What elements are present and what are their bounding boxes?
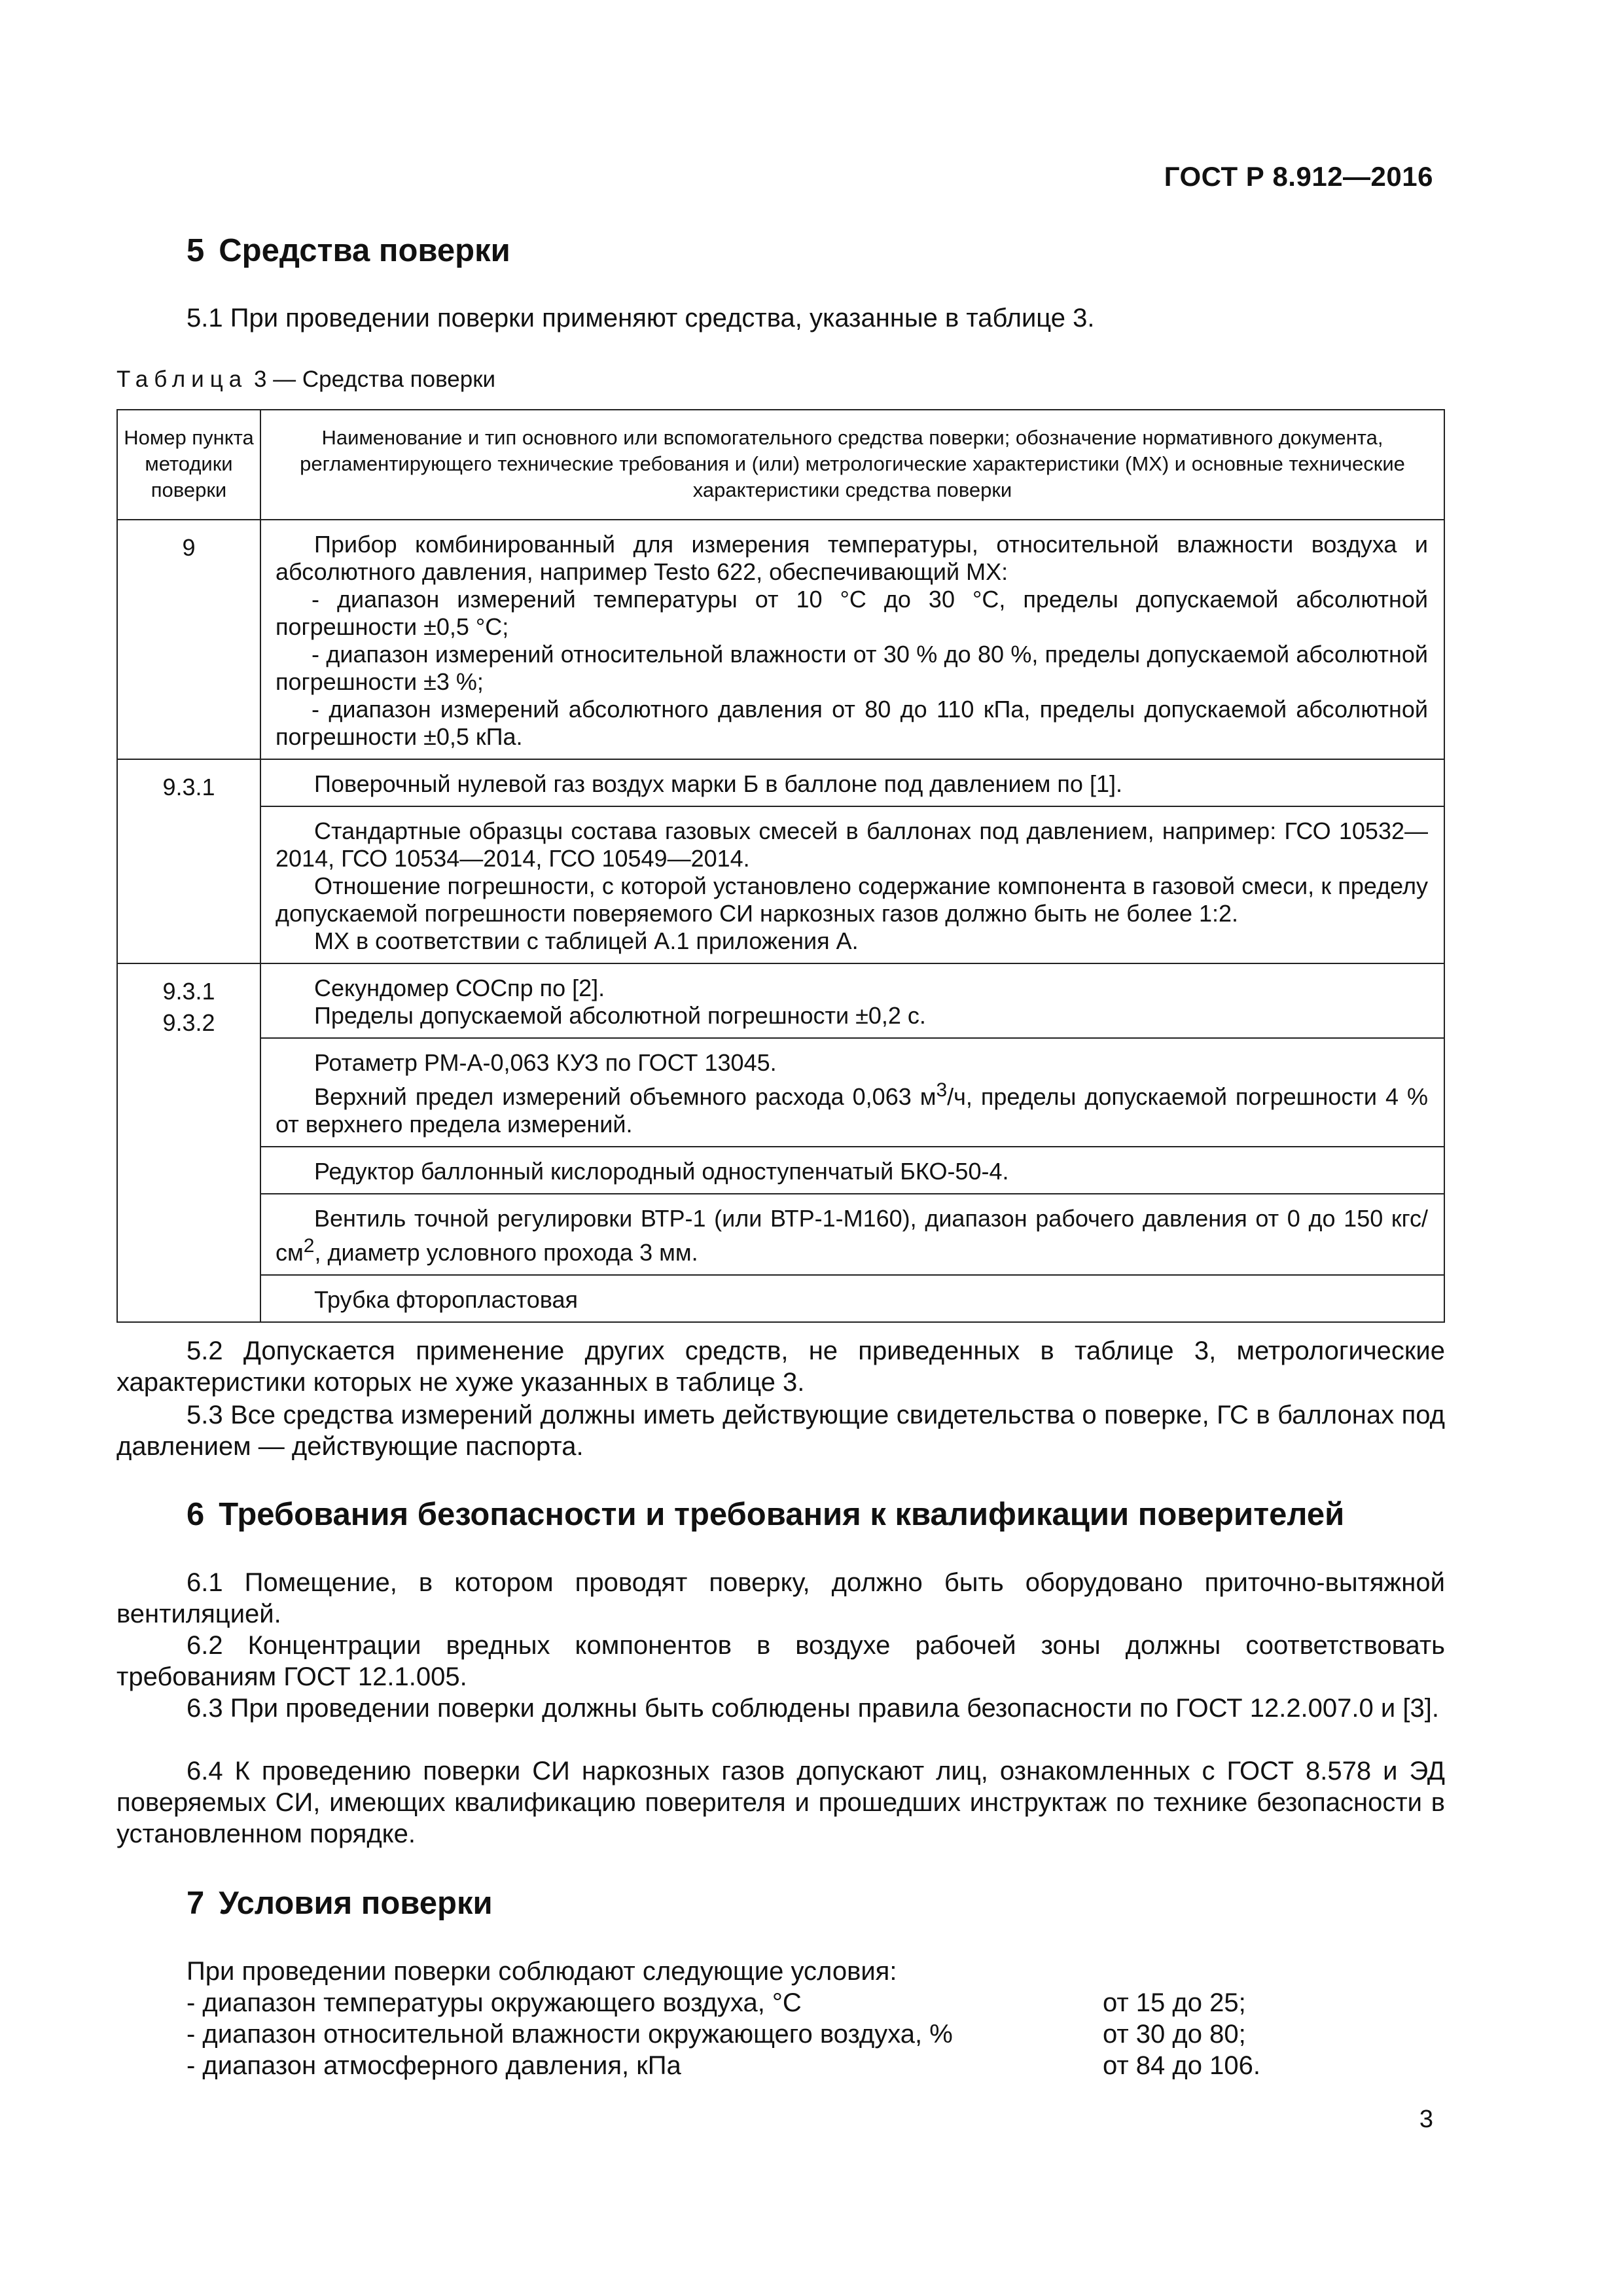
table-cell-description (260, 520, 1444, 759)
description-line (276, 1077, 1428, 1138)
text-span: , диаметр условного прохода 3 мм. (314, 1239, 698, 1266)
section-5-title: Средства поверки (219, 233, 510, 268)
description-line: Секундомер СОСпр по [2]. (314, 975, 605, 1001)
table-row (117, 1194, 1444, 1275)
document-code-header: ГОСТ Р 8.912—2016 (1164, 161, 1433, 192)
table-cell-description (260, 1147, 1444, 1194)
superscript: 2 (303, 1235, 315, 1257)
section-7-title: Условия поверки (219, 1886, 493, 1921)
table-cell-clause: 9 (117, 520, 260, 759)
description-line: - диапазон измерений температуры от 10 °С до 30 °С, пределы допускаемой абсолютной погрешности ±0,5 °С; (276, 586, 1428, 640)
paragraph-5-1: 5.1 При проведении поверки применяют средства, указанные в таблице 3. (187, 304, 1095, 332)
table-cell-description (260, 1038, 1444, 1147)
section-6-title: Требования безопасности и требования к квалификации поверителей (219, 1497, 1345, 1532)
clause-number: 9.3.2 (162, 1009, 215, 1036)
table-header-clause-number: Номер пункта методики поверки (117, 410, 260, 520)
conditions-intro: При проведении поверки соблюдают следующие условия: (187, 1957, 897, 1986)
description-line: Поверочный нулевой газ воздух марки Б в баллоне под давлением по [1]. (314, 770, 1122, 797)
section-6-heading (187, 1496, 1344, 1533)
paragraph-6-1: 6.1 Помещение, в котором проводят поверку, должно быть оборудовано приточно-вытяжной вентиляцией. (116, 1568, 1445, 1628)
page-number: 3 (1419, 2106, 1433, 2133)
table-cell-clause: 9.3.1 (117, 759, 260, 963)
section-5-number: 5 (187, 233, 205, 268)
table-row (117, 759, 1444, 806)
table-caption-title: 3 — Средства поверки (247, 367, 496, 392)
table-cell-description (260, 806, 1444, 963)
description-line: Пределы допускаемой абсолютной погрешности ±0,2 с. (314, 1002, 926, 1029)
table-3 (116, 409, 1445, 1323)
description-line: - диапазон измерений относительной влажности от 30 % до 80 %, пределы допускаемой абсолютной погрешности ±3 %; (276, 641, 1428, 695)
table-row (117, 963, 1444, 1038)
description-line (276, 1205, 1428, 1266)
section-6-number: 6 (187, 1497, 205, 1532)
description-line: Ротаметр РМ-А-0,063 КУЗ по ГОСТ 13045. (314, 1049, 777, 1076)
table-header-description: Наименование и тип основного или вспомогательного средства поверки; обозначение нормативного документа, регламентирующего технические требования и (или) метрологические характеристики (МХ) и основные технические характеристики средства поверки (260, 410, 1444, 520)
superscript: 3 (936, 1079, 948, 1101)
condition-value: от 84 до 106. (1103, 2051, 1260, 2080)
paragraph-6-2: 6.2 Концентрации вредных компонентов в воздухе рабочей зоны должны соответствовать требованиям ГОСТ 12.1.005. (116, 1631, 1445, 1691)
conditions-list (187, 1987, 1260, 2081)
condition-value: от 15 до 25; (1103, 1988, 1246, 2017)
condition-row (187, 1987, 1260, 2018)
table-cell-description (260, 1194, 1444, 1275)
table-row (117, 1147, 1444, 1194)
text-span: /ч, пределы допускаемой погрешности 4 % от верхнего предела измерений. (276, 1083, 1428, 1138)
table-caption-prefix: Таблица (116, 367, 248, 392)
description-line: Отношение погрешности, с которой установлено содержание компонента в газовой смеси, к пределу допускаемой погрешности поверяемого СИ наркозных газов должно быть не более 1:2. (276, 872, 1428, 927)
clause-number: 9.3.1 (162, 978, 215, 1005)
paragraph-5-2: 5.2 Допускается применение других средств, не приведенных в таблице 3, метрологические характеристики которых не хуже указанных в таблице 3. (116, 1336, 1445, 1397)
table-row (117, 806, 1444, 963)
condition-label: - диапазон атмосферного давления, кПа (187, 2051, 681, 2080)
condition-row (187, 2050, 1260, 2081)
paragraph-5-3: 5.3 Все средства измерений должны иметь действующие свидетельства о поверке, ГС в баллонах под давлением — действующие паспорта. (116, 1401, 1445, 1461)
table-row (117, 520, 1444, 759)
condition-value: от 30 до 80; (1103, 2020, 1246, 2049)
table-row (117, 1038, 1444, 1147)
table-header-row (117, 410, 1444, 520)
table-cell-description (260, 963, 1444, 1038)
description-line: Трубка фторопластовая (314, 1286, 579, 1313)
description-line: Редуктор баллонный кислородный одноступенчатый БКО-50-4. (314, 1158, 1009, 1185)
section-7-number: 7 (187, 1886, 205, 1921)
text-span: Верхний предел измерений объемного расхода 0,063 м (314, 1083, 936, 1110)
table-cell-description (260, 759, 1444, 806)
description-line: Стандартные образцы состава газовых смесей в баллонах под давлением, например: ГСО 10532—2014, ГСО 10534—2014, ГСО 10549—2014. (276, 817, 1428, 872)
description-line: МХ в соответствии с таблицей А.1 приложения А. (314, 927, 859, 954)
table-cell-description (260, 1275, 1444, 1322)
description-line: - диапазон измерений абсолютного давления от 80 до 110 кПа, пределы допускаемой абсолютной погрешности ±0,5 кПа. (276, 696, 1428, 750)
section-7-heading (187, 1885, 493, 1922)
condition-label: - диапазон температуры окружающего воздуха, °С (187, 1988, 802, 2017)
paragraph-6-4: 6.4 К проведению поверки СИ наркозных газов допускают лиц, ознакомленных с ГОСТ 8.578 и ЭД поверяемых СИ, имеющих квалификацию поверителя и прошедших инструктаж по технике безопасности в установленном порядке. (116, 1757, 1445, 1848)
text-span: Вентиль точной регулировки ВТР-1 (или ВТР-1-М160), диапазон рабочего давления от 0 до 150 кгс/см (276, 1205, 1428, 1266)
table-row (117, 1275, 1444, 1322)
section-5-heading (187, 232, 510, 269)
paragraph-6-3: 6.3 При проведении поверки должны быть соблюдены правила безопасности по ГОСТ 12.2.007.0 и [3]. (187, 1694, 1439, 1723)
description-line: Прибор комбинированный для измерения температуры, относительной влажности воздуха и абсолютного давления, например Testo 622, обеспечивающий МХ: (276, 531, 1428, 585)
condition-label: - диапазон относительной влажности окружающего воздуха, % (187, 2020, 953, 2049)
table-cell-clause (117, 963, 260, 1322)
table-3-caption (116, 367, 495, 393)
condition-row (187, 2018, 1260, 2050)
